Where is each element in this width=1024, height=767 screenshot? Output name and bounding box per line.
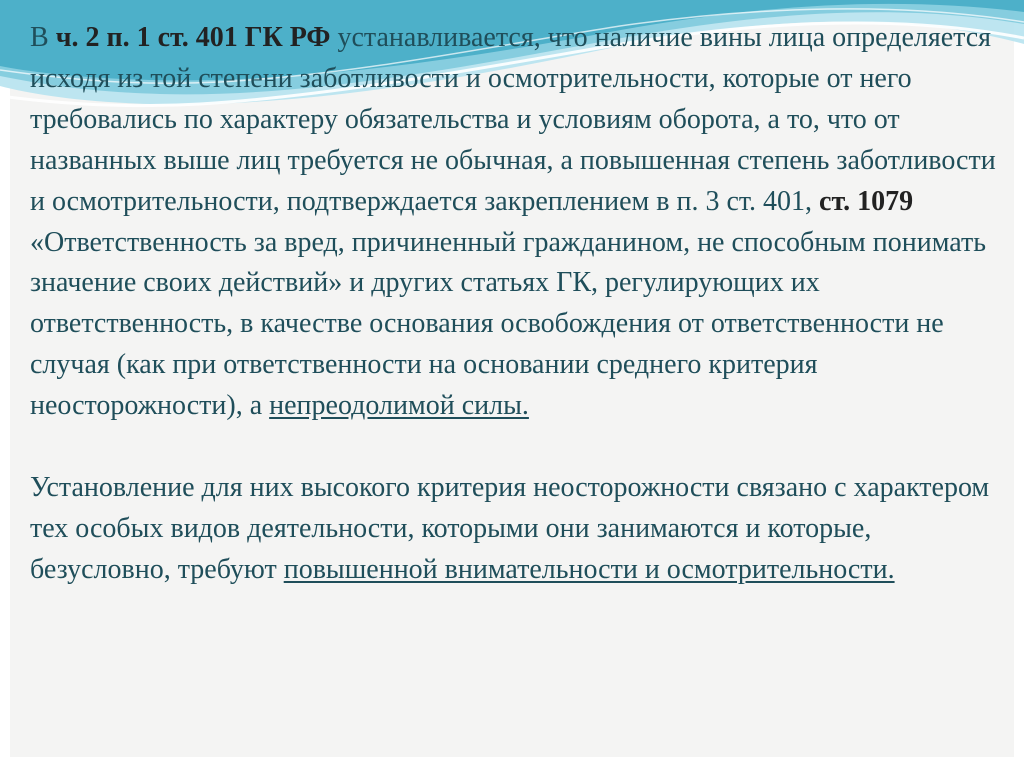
slide-text xyxy=(30,18,1005,591)
paragraph-1 xyxy=(30,18,1005,427)
paragraph-1-text-1: устанавливается, что наличие вины лица определяется исходя из той степени заботливости и осмотрительности, которые от него требовались по характеру обязательства и условиям оборота, а то, что от названных выше лиц требуется не обычная, а повышенная степень заботливости и осмотрительности, подтверждается закреплением в п. 3 ст. 401, xyxy=(30,22,996,217)
force-majeure-link[interactable]: непреодолимой силы. xyxy=(269,390,529,422)
heightened-attention-link[interactable]: повышенной внимательности и осмотрительности. xyxy=(283,553,895,585)
paragraph-2 xyxy=(30,468,1005,591)
law-reference-article-1079: ст. 1079 xyxy=(819,185,914,217)
paragraph-2-text: Установление для них высокого критерия неосторожности связано с характером тех особых видов деятельности, которыми они занимаются и которые, безусловно, требуют xyxy=(30,471,990,585)
paragraph-1-text-2: «Ответственность за вред, причиненный гражданином, не способным понимать значение своих действий» и других статьях ГК, регулирующих их ответственность, в качестве основания освобождения от ответственности не случая (как при ответственности на основании среднего критерия неосторожности), а xyxy=(30,226,986,422)
law-reference-article-401: ч. 2 п. 1 ст. 401 ГК РФ xyxy=(55,22,331,53)
paragraph-1-intro: В xyxy=(30,22,56,53)
